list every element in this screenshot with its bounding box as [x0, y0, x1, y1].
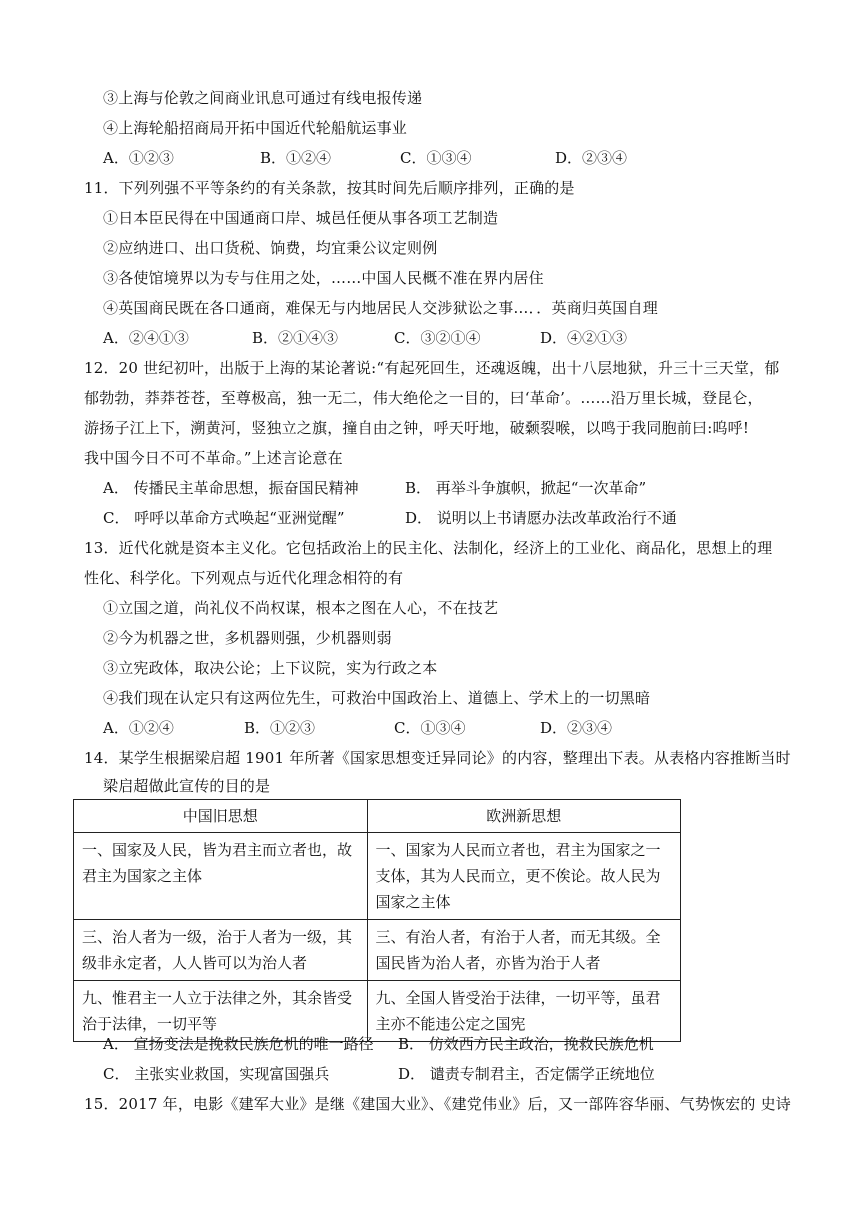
- table-cell: 三、有治人者，有治于人者，而无其级。全国民皆为治人者，亦皆为治于人者: [367, 920, 680, 981]
- q13-statement-2: ②今为机器之世，多机器则强，少机器则弱: [103, 629, 392, 647]
- q11-option-d: D．④②①③: [540, 329, 628, 347]
- q10-option-a: A．①②③: [103, 149, 174, 167]
- q12-stem-line-2: 郁勃勃，莽莽苍苍，至尊极高，独一无二，伟大绝伦之一目的，曰‘革命’。……沿万里长城，登昆仑，: [84, 389, 763, 407]
- table-cell: 九、全国人皆受治于法律，一切平等，虽君主亦不能违公定之国宪: [367, 981, 680, 1042]
- q14-option-b: B． 仿效西方民主政治，挽救民族危机: [398, 1035, 654, 1053]
- table-cell: 一、国家为人民而立者也，君主为国家之一支体，其为人民而立，更不俟论。故人民为国家之主体: [367, 833, 680, 920]
- q12-stem-line-1: 12．20 世纪初叶，出版于上海的某论著说:“有起死回生，还魂返魄，出十八层地狱，升三十三天堂，郁: [84, 359, 780, 377]
- q10-option-b: B．①②④: [260, 149, 332, 167]
- q12-stem-line-4: 我中国今日不可不革命。”上述言论意在: [84, 449, 343, 467]
- q13-option-a: A．①②④: [103, 719, 174, 737]
- q13-option-c: C．①③④: [394, 719, 466, 737]
- table-cell: 一、国家及人民，皆为君主而立者也，故君主为国家之主体: [74, 833, 368, 920]
- q12-option-d: D． 说明以上书请愿办法改革政治行不通: [405, 509, 677, 527]
- q13-statement-1: ①立国之道，尚礼仪不尚权谋，根本之图在人心，不在技艺: [103, 599, 499, 617]
- q12-option-b: B． 再举斗争旗帜，掀起“一次革命”: [405, 479, 647, 497]
- q13-option-b: B．①②③: [244, 719, 316, 737]
- q11-statement-2: ②应纳进口、出口货税、饷费，均宜秉公议定则例: [103, 239, 438, 257]
- q13-statement-4: ④我们现在认定只有这两位先生，可救治中国政治上、道德上、学术上的一切黑暗: [103, 689, 651, 707]
- table-cell: 三、治人者为一级，治于人者为一级，其级非永定者，人人皆可以为治人者: [74, 920, 368, 981]
- q12-option-c: C． 呼呼以革命方式唤起“亚洲觉醒”: [103, 509, 345, 527]
- table-header: 欧洲新思想: [367, 800, 680, 833]
- q13-option-d: D．②③④: [540, 719, 613, 737]
- q12-option-a: A． 传播民主革命思想，振奋国民精神: [103, 479, 359, 497]
- q13-stem-line-2: 性化、科学化。下列观点与近代化理念相符的有: [84, 569, 404, 587]
- q11-option-b: B．②①④③: [252, 329, 339, 347]
- q13-statement-3: ③立宪政体，取决公论；上下议院，实为行政之本: [103, 659, 438, 677]
- q11-stem: 11．下列列强不平等条约的有关条款，按其时间先后顺序排列，正确的是: [84, 179, 575, 197]
- q14-stem-line-2: 梁启超做此宣传的目的是: [103, 777, 271, 795]
- q12-stem-line-3: 游扬子江上下，溯黄河，竖独立之旗，撞自由之钟，呼天吁地，破颡裂喉，以鸣于我同胞前曰:呜呼!: [84, 419, 750, 437]
- q11-statement-3: ③各使馆境界以为专与住用之处，……中国人民概不准在界内居住: [103, 269, 544, 287]
- q15-stem-line-1: 15．2017 年，电影《建军大业》是继《建国大业》、《建党伟业》后，又一部阵容华丽、气势恢宏的 史诗: [84, 1095, 792, 1113]
- q10-option-c: C．①③④: [400, 149, 472, 167]
- table-row: [74, 920, 681, 981]
- q13-stem-line-1: 13．近代化就是资本主义化。它包括政治上的民主化、法制化，经济上的工业化、商品化，思想上的理: [84, 539, 773, 557]
- table-header-row: [74, 800, 681, 833]
- q10-statement-3: ③上海与伦敦之间商业讯息可通过有线电报传递: [103, 89, 423, 107]
- q14-option-d: D． 谴责专制君主，否定儒学正统地位: [398, 1065, 655, 1083]
- q11-option-c: C．③②①④: [394, 329, 481, 347]
- table-cell: 九、惟君主一人立于法律之外，其余皆受治于法律，一切平等: [74, 981, 368, 1042]
- q14-stem-line-1: 14．某学生根据梁启超 1901 年所著《国家思想变迁异同论》的内容，整理出下表。从表格内容推断当时: [84, 749, 791, 767]
- q11-statement-4: ④英国商民既在各口通商，难保无与内地居民人交涉狱讼之事…．．英商归英国自理: [103, 299, 658, 317]
- table-header: 中国旧思想: [74, 800, 368, 833]
- comparison-table: [73, 799, 681, 1042]
- table-row: [74, 833, 681, 920]
- q10-statement-4: ④上海轮船招商局开拓中国近代轮船航运事业: [103, 119, 408, 137]
- q14-option-a: A． 宣扬变法是挽救民族危机的唯一路径: [103, 1035, 374, 1053]
- q14-option-c: C． 主张实业救国，实现富国强兵: [103, 1065, 330, 1083]
- table-row: [74, 981, 681, 1042]
- q11-option-a: A．②④①③: [103, 329, 189, 347]
- q11-statement-1: ①日本臣民得在中国通商口岸、城邑任便从事各项工艺制造: [103, 209, 499, 227]
- q10-option-d: D．②③④: [555, 149, 628, 167]
